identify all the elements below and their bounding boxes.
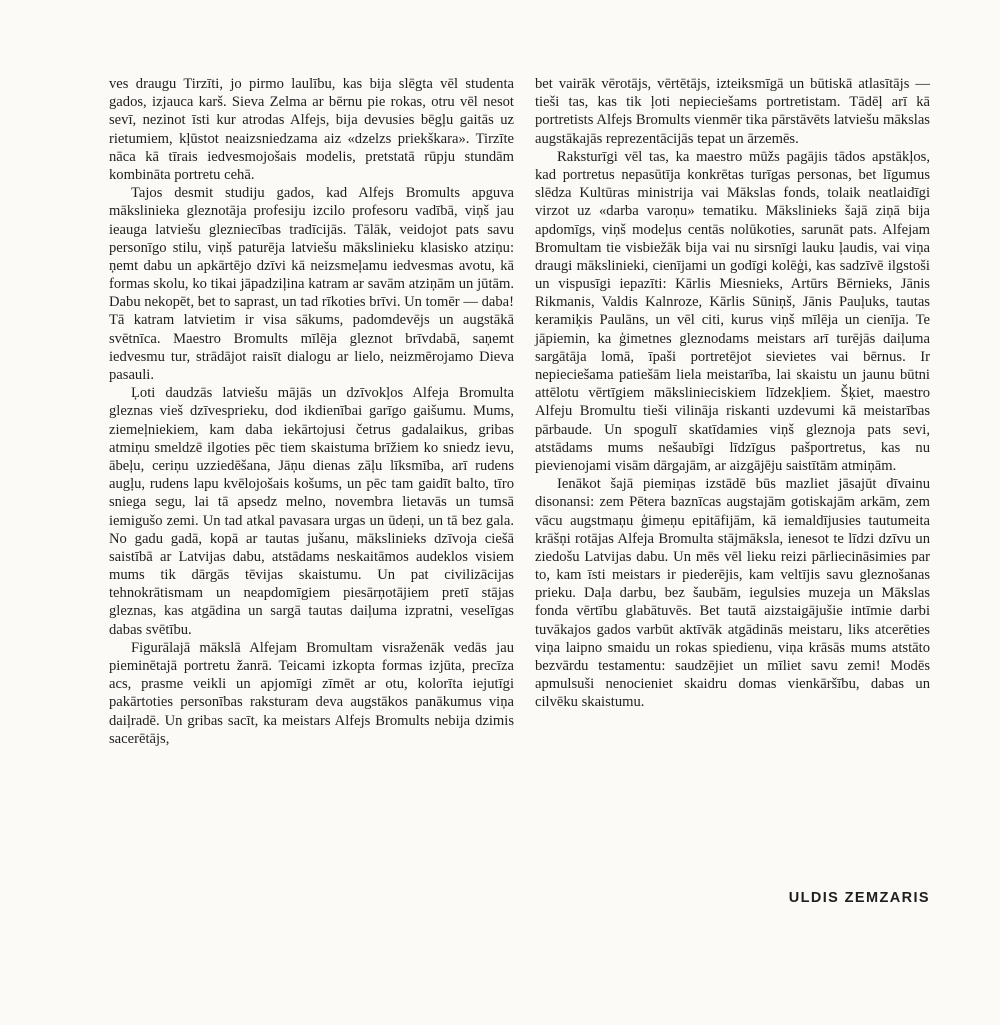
author-signature: ULDIS ZEMZARIS	[788, 890, 930, 906]
paragraph-portraits: Raksturīgi vēl tas, ka maestro mūžs pagājis tādos apstākļos, kad portretus nepasūtīja konkrētas turīgas personas, bet līgumus slēdza Kultūras ministrija vai Mākslas fonds, tolaik neatlaidīgi virzot uz «darba varoņu» tematiku. Mākslinieks šajā ziņā bija apdomīgs, viņš modeļus centās nolūkoties, sarunāt pats. Alfejam Bromultam tie visbiežāk bija vai nu sirsnīgi lauku ļaudis, vai viņa draugi mākslinieki, cienījami un godīgi kolēģi, kas sadzīvē ilgstoši un vispusīgi iepazīti: Kārlis Miesnieks, Artūrs Bērnieks, Jānis Rikmanis, Valdis Kalnroze, Kārlis Sūniņš, Jānis Pauļuks, tautas keramiķis Paulāns, un vēl citi, kurus viņš mīlēja un cienīja. Te jāpiemin, ka ģimetnes gleznodams meistars arī turējās daiļuma sargātāja lomā, īpaši portretējot sievietes vai bērnus. Ir nepieciešama patiešām liela meistarība, lai skaistu un jaunu būtni attēlotu vērtīgiem mākslinieciskiem līdzekļiem. Šķiet, maestro Alfeju Bromultu tieši vilināja riskanti uzdevumi kā meistarības pārbaude. Un spogulī skatīdamies viņš gleznoja pats sevi, atstādams mums nešaubīgi līdzīgus pašportretus, kas nu pievienojami visām dārgajām, ar aizgājēju saistītām atmiņām.	[535, 148, 930, 474]
paragraph-figurative-art: Figurālajā mākslā Alfejam Bromultam visraženāk vedās jau pieminētajā portretu žanrā. Teicami izkopta formas izjūta, precīza acs, prasme veikli un apjomīgi zīmēt ar otu, kolorīta iejutīgi pakārtoties personības raksturam deva augstākos panākumus viņa daiļradē. Un gribas sacīt, ka meistars Alfejs Bromults nebija dzimis sacerētājs,	[109, 639, 514, 747]
paragraph-continuation: ves draugu Tirzīti, jo pirmo laulību, kas bija slēgta vēl studenta gados, izjauca karš. Sieva Zelma ar bērnu pie rokas, otru vēl nesot sevī, nezinot īsti kur atrodas Alfejs, bija devusies bēgļu gaitās uz rietumiem, kļūstot neaizsniedzama aiz «dzelzs priekškara». Tirzīte nāca kā tīrais iedvesmojošais modelis, pretstatā rūpju stundām kombināta portretu cehā.	[109, 76, 514, 183]
right-text-column	[535, 75, 930, 712]
paragraph-studies: Tajos desmit studiju gados, kad Alfejs Bromults apguva mākslinieka gleznotāja profesiju izcilo profesoru vadībā, viņš jau ieauga latviešu glezniecības tradīcijās. Tālāk, veidojot pats savu personīgo stilu, viņš paturēja latviešu mākslinieku klasisko atziņu: ņemt dabu un apkārtējo dzīvi kā neizsmeļamu iedvesmas avotu, kā formas skolu, ko tikai jāpadziļina katram ar savām atziņām un jūtām. Dabu nekopēt, bet to saprast, un tad rīkoties brīvi. Un tomēr — daba! Tā katram latvietim ir visa sākums, padomdevējs un augstākā svētnīca. Maestro Bromults mīlēja gleznot brīvdabā, saņemt iedvesmu tur, strādājot raisīt dialogu ar lielo, neizmērojamo Dieva pasauli.	[109, 185, 514, 383]
paragraph-homes: Ļoti daudzās latviešu mājās un dzīvokļos Alfeja Bromulta gleznas vieš dzīvesprieku, dod ikdienībai garīgo gaišumu. Mums, ziemeļniekiem, kam daba iekārtojusi četrus gadalaikus, gribas atmiņu smeldzē ilgoties pēc tiem skaistuma brīžiem ko sniedz ievu, ābeļu, ceriņu uzziedēšana, Jāņu dienas zāļu līksmība, arī rudens augļu, rudens lapu kvēlojošais košums, un pēc tam gaidīt balto, tīro sniega segu, lai tā apsedz melno, novembra lietavās un tumsā iemigušo zemi. Un tad atkal pavasara urgas un ūdeņi, un tā bez gala. No gadu gadā, kopā ar tautas jušanu, mākslinieks dzīvoja ciešā saistībā ar Latvijas dabu, atstādams neskaitāmos audeklos visiem mums tik dārgās tēvijas skaistumu. Un pat civilizācijas tehnokrātismam un neapdomīgiem piesārņotājiem pretī stājas gleznas, kas atgādina un sargā tautas daiļuma izpratni, veselīgas dabas svētību.	[109, 385, 514, 638]
paragraph-exhibition: Ienākot šajā piemiņas izstādē būs mazliet jāsajūt dīvainu disonansi: zem Pētera baznīcas augstajām gotiskajām arkām, zem vācu augstmaņu ģimeņu epitāfijām, kā iemaldījusies tautumeita krāšņi rotājas Alfeja Bromulta stājmāksla, ienesot te līdzi dzīvu un ziedošu Latvijas dabu. Un mēs vēl lieku reizi pārliecināsimies par to, kam īsti meistars ir piederējis, kam veltījis savu gleznošanas prieku. Daļa darbu, bez šaubām, iegulsies muzeja un Mākslas fonda vērtību glabātuvēs. Bet tautā aizstaigājušie intīmie darbi tuvākajos gados varbūt aktīvāk atgādinās meistaru, liks atcerēties viņa laipno smaidu un rokas spiedienu, viņa krāsās mums atstāto bezvārdu testamentu: saudzējiet un mīliet savu zemi! Modēs apmulsuši nenocieniet skaidru domas vienkāršību, dabas un cilvēku skaistumu.	[535, 476, 930, 711]
paragraph-continuation-right: bet vairāk vērotājs, vērtētājs, izteiksmīgā un būtiskā atlasītājs — tieši tas, kas tik ļoti nepieciešams portretistam. Tādēļ arī kā portretists Alfejs Bromults vienmēr tika pārstāvēts latviešu mākslas augstākajās reprezentācijās tepat un ārzemēs.	[535, 76, 930, 147]
left-text-column	[109, 75, 514, 748]
